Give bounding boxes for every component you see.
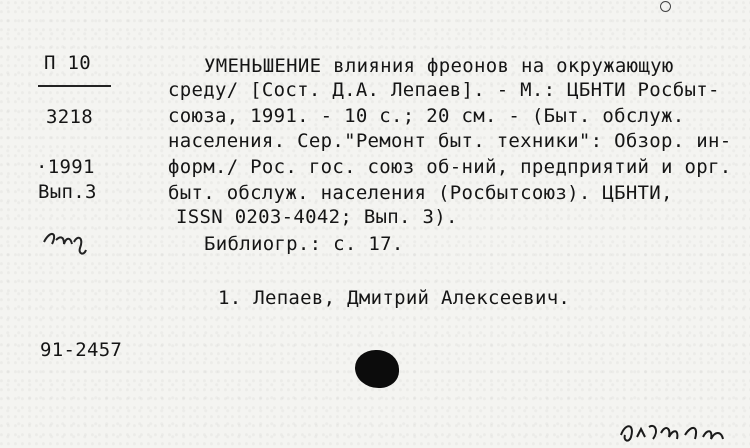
entry-line-7: ISSN 0203-4042; Вып. 3). <box>176 206 458 228</box>
card-hole <box>660 1 671 12</box>
entry-line-5: форм./ Рос. гос. союз об-ний, предприятий и орг. <box>168 156 732 178</box>
ink-blot <box>355 350 399 388</box>
divider <box>38 85 111 87</box>
handwritten-mark <box>40 222 92 258</box>
accession-number: 91-2457 <box>40 339 123 361</box>
entry-line-1: УМЕНЬШЕНИЕ влияния фреонов на окружающую <box>204 55 674 77</box>
shelf-mark: П 10 <box>44 52 91 74</box>
call-number: 3218 <box>46 106 93 128</box>
entry-line-6: быт. обслуж. населения (Росбытсоюз). ЦБНТИ, <box>168 182 673 204</box>
handwritten-signature <box>615 415 735 447</box>
entry-line-4: населения. Сер."Ремонт быт. техники": Обзор. ин- <box>168 130 732 152</box>
issue-number: Вып.3 <box>38 181 97 203</box>
added-entry-heading: 1. Лепаев, Дмитрий Алексеевич. <box>218 287 571 309</box>
entry-line-2: среду/ [Сост. Д.А. Лепаев]. - М.: ЦБНТИ Росбыт- <box>168 79 720 101</box>
year: ·1991 <box>36 156 95 178</box>
bibliography-note: Библиогр.: с. 17. <box>204 233 404 255</box>
entry-line-3: союза, 1991. - 10 с.; 20 см. - (Быт. обслуж. <box>168 105 685 127</box>
